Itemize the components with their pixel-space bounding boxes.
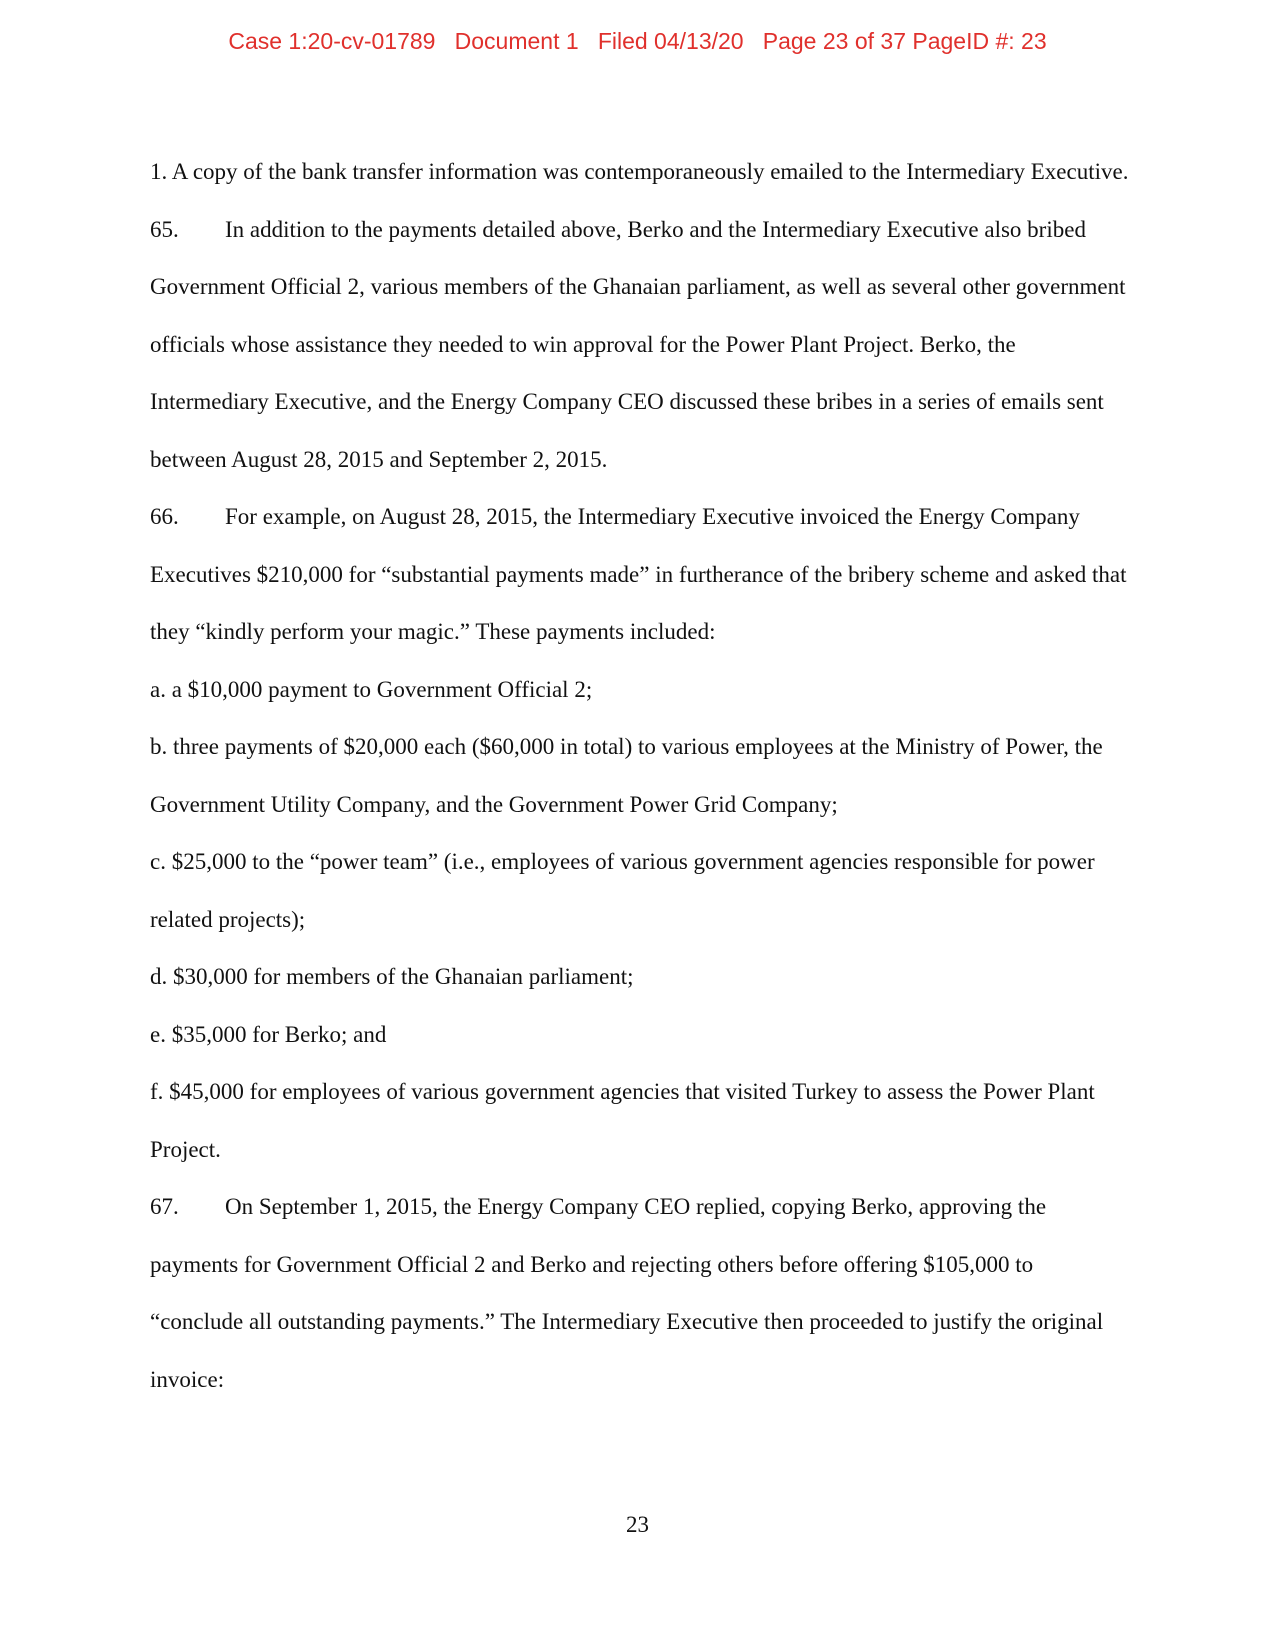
- filing-header-stamp: Case 1:20-cv-01789 Document 1 Filed 04/13/20 Page 23 of 37 PageID #: 23: [228, 28, 1047, 54]
- document-body: [150, 143, 1130, 1408]
- paragraph-text: In addition to the payments detailed above, Berko and the Intermediary Executive also bribed Government Official 2, various members of the Ghanaian parliament, as well as several other government officials whose assistance they needed to win approval for the Power Plant Project. Berko, the Intermediary Executive, and the Energy Company CEO discussed these bribes in a series of emails sent between August 28, 2015 and September 2, 2015.: [150, 216, 1126, 472]
- list-item-e: e. $35,000 for Berko; and: [150, 1021, 387, 1047]
- list-item-d: d. $30,000 for members of the Ghanaian parliament;: [150, 964, 634, 989]
- list-item-b: b. three payments of $20,000 each ($60,000 in total) to various employees at the Ministry of Power, the Government Utility Company, and the Government Power Grid Company;: [150, 734, 1103, 817]
- paragraph-text: On September 1, 2015, the Energy Company CEO replied, copying Berko, approving the payments for Government Official 2 and Berko and rejecting others before offering $105,000 to “conclude all outstanding payments.” The Intermediary Executive then proceeded to justify the original invoice:: [150, 1194, 1104, 1392]
- page-number: 23: [626, 1512, 649, 1537]
- list-item-c: c. $25,000 to the “power team” (i.e., employees of various government agencies responsible for power related projects);: [150, 849, 1095, 932]
- paragraph-number: 65.: [150, 216, 179, 242]
- list-item-a: a. a $10,000 payment to Government Official 2;: [150, 676, 593, 702]
- paragraph-number: 67.: [150, 1194, 179, 1219]
- paragraph-number: 66.: [150, 504, 179, 529]
- paragraph-67: [150, 1178, 1130, 1408]
- list-item-f: f. $45,000 for employees of various government agencies that visited Turkey to assess the Power Plant Project.: [150, 1079, 1095, 1162]
- paragraph-65: [150, 201, 1130, 489]
- paragraph-66: [150, 488, 1130, 661]
- paragraph-text: For example, on August 28, 2015, the Intermediary Executive invoiced the Energy Company Executives $210,000 for “substantial payments made” in furtherance of the bribery scheme and asked that they “kindly perform your magic.” These payments included:: [150, 504, 1127, 644]
- paragraph-continuation: 1. A copy of the bank transfer information was contemporaneously emailed to the Intermediary Executive.: [150, 159, 1129, 184]
